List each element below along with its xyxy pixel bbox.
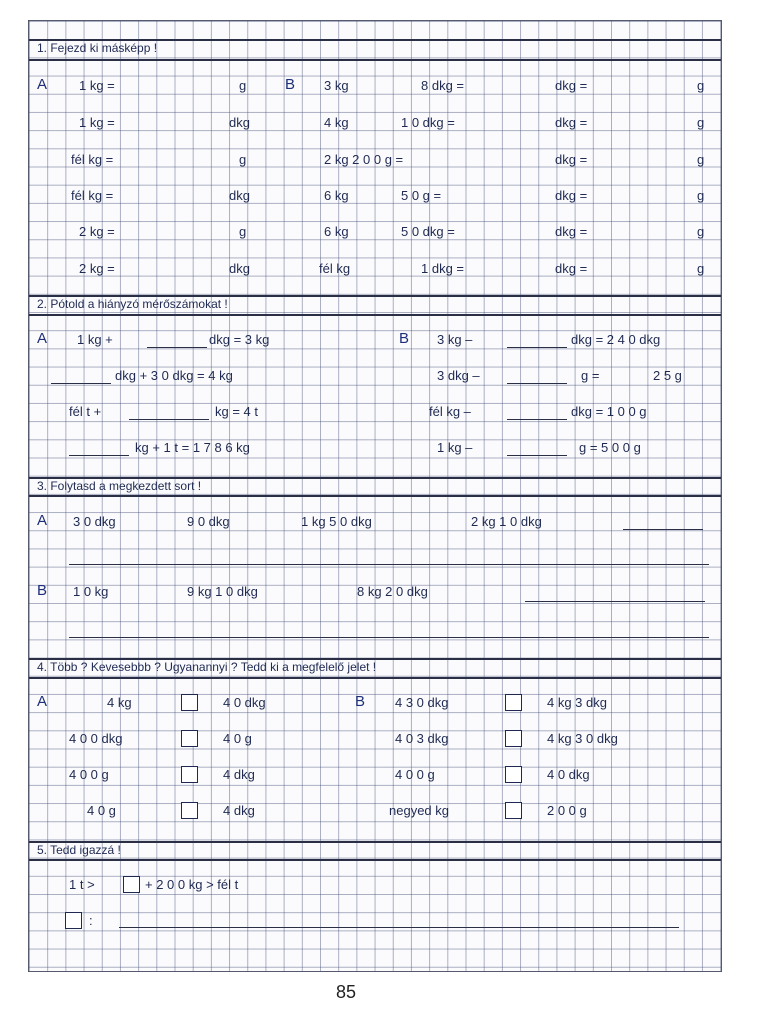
s4-b4-right: 2 0 0 g xyxy=(547,803,587,818)
part-label-b: B xyxy=(399,330,410,347)
s4-a2-left: 4 0 0 dkg xyxy=(69,731,123,746)
compare-box[interactable] xyxy=(505,694,522,711)
s2-task-1-expr: 1 kg + xyxy=(77,332,113,347)
s4-b4-left: negyed kg xyxy=(389,803,449,818)
s2-task-3b-result: dkg = 1 0 0 g xyxy=(571,404,647,419)
compare-box[interactable] xyxy=(181,802,198,819)
answer-line xyxy=(69,637,709,638)
s2-task-4b-result: g = 5 0 0 g xyxy=(579,440,641,455)
answer-line xyxy=(129,419,209,420)
s4-a1-right: 4 0 dkg xyxy=(223,695,266,710)
s2-task-1b-expr: 3 kg – xyxy=(437,332,473,347)
task-1b-dkg: 8 dkg = xyxy=(421,78,465,93)
task-2b-mid: dkg = xyxy=(555,115,588,130)
s4-b2-right: 4 kg 3 0 dkg xyxy=(547,731,618,746)
section-4-title: 4. Több ? Kevesebbb ? Ugyanannyi ? Tedd ki a megfelelő jelet ! xyxy=(37,660,377,674)
task-1-unit: g xyxy=(239,78,247,93)
s2-task-3b-expr: fél kg – xyxy=(429,404,471,419)
compare-box[interactable] xyxy=(181,730,198,747)
s2-task-4b-expr: 1 kg – xyxy=(437,440,473,455)
task-5b-mid: dkg = xyxy=(555,224,588,239)
task-4b-unit: g xyxy=(697,188,705,203)
section-4-title-rule xyxy=(29,677,721,679)
answer-line xyxy=(51,383,111,384)
answer-line xyxy=(623,529,703,530)
s4-a4-right: 4 dkg xyxy=(223,803,255,818)
task-3b-unit: g xyxy=(697,152,705,167)
answer-line xyxy=(147,347,207,348)
section-1-title-rule xyxy=(29,59,721,61)
part-label-a: A xyxy=(37,330,48,347)
section-1-title: 1. Fejezd ki másképp ! xyxy=(37,41,158,55)
task-6b-dkg: 1 dkg = xyxy=(421,261,465,276)
compare-box[interactable] xyxy=(181,694,198,711)
s4-a3-left: 4 0 0 g xyxy=(69,767,109,782)
task-2-unit: dkg xyxy=(229,115,250,130)
s4-a1-left: 4 kg xyxy=(107,695,132,710)
compare-box[interactable] xyxy=(505,766,522,783)
s2-task-2-result: dkg + 3 0 dkg = 4 kg xyxy=(115,368,233,383)
part-label-b: B xyxy=(37,582,48,599)
s2-task-2b-expr: 3 dkg – xyxy=(437,368,480,383)
s3-seq-b-2: 9 kg 1 0 dkg xyxy=(187,584,258,599)
task-4-unit: dkg xyxy=(229,188,250,203)
section-5-title: 5. Tedd igazzá ! xyxy=(37,843,121,857)
s4-b1-left: 4 3 0 dkg xyxy=(395,695,449,710)
task-5b-unit: g xyxy=(697,224,705,239)
answer-line xyxy=(507,455,567,456)
part-label-a: A xyxy=(37,512,48,529)
answer-line xyxy=(507,347,567,348)
task-4b-mid: dkg = xyxy=(555,188,588,203)
section-2-title-rule xyxy=(29,314,721,316)
page-number: 85 xyxy=(336,982,357,1002)
task-2b-kg: 4 kg xyxy=(324,115,349,130)
answer-box[interactable] xyxy=(123,876,140,893)
s5-task-1-left: 1 t > xyxy=(69,877,95,892)
answer-box[interactable] xyxy=(65,912,82,929)
task-6b-unit: g xyxy=(697,261,705,276)
s3-seq-b-3: 8 kg 2 0 dkg xyxy=(357,584,428,599)
task-5-unit: g xyxy=(239,224,247,239)
task-5-expr: 2 kg = xyxy=(79,224,115,239)
task-3b-mid: dkg = xyxy=(555,152,588,167)
part-label-a: A xyxy=(37,693,48,710)
compare-box[interactable] xyxy=(181,766,198,783)
s2-task-2b-mid: g = xyxy=(581,368,600,383)
s4-b3-right: 4 0 dkg xyxy=(547,767,590,782)
task-3-unit: g xyxy=(239,152,247,167)
s4-b2-left: 4 0 3 dkg xyxy=(395,731,449,746)
task-1b-mid: dkg = xyxy=(555,78,588,93)
s5-task-1-right: + 2 0 0 kg > fél t xyxy=(145,877,239,892)
s2-task-1-result: dkg = 3 kg xyxy=(209,332,270,347)
task-4b-kg: 6 kg xyxy=(324,188,349,203)
section-3-title: 3. Folytasd a megkezdett sort ! xyxy=(37,479,202,493)
task-3b-expr: 2 kg 2 0 0 g = xyxy=(324,152,404,167)
worksheet-grid xyxy=(28,20,722,972)
compare-box[interactable] xyxy=(505,802,522,819)
answer-line xyxy=(69,455,129,456)
section-5-top-rule xyxy=(29,841,721,843)
s3-seq-a-4: 2 kg 1 0 dkg xyxy=(471,514,542,529)
task-2b-dkg: 1 0 dkg = xyxy=(401,115,455,130)
task-6b-mid: dkg = xyxy=(555,261,588,276)
s4-a3-right: 4 dkg xyxy=(223,767,255,782)
task-2b-unit: g xyxy=(697,115,705,130)
answer-line xyxy=(119,927,679,928)
task-3-expr: fél kg = xyxy=(71,152,114,167)
answer-line xyxy=(507,383,567,384)
task-4-expr: fél kg = xyxy=(71,188,114,203)
s4-a2-right: 4 0 g xyxy=(223,731,252,746)
section-5-title-rule xyxy=(29,859,721,861)
s4-b3-left: 4 0 0 g xyxy=(395,767,435,782)
task-6b-kg: fél kg xyxy=(319,261,351,276)
s5-task-2-colon: : xyxy=(89,913,93,928)
section-3-title-rule xyxy=(29,495,721,497)
s3-seq-b-1: 1 0 kg xyxy=(73,584,109,599)
s4-a4-left: 4 0 g xyxy=(87,803,116,818)
section-2-title: 2. Pótold a hiányzó mérőszámokat ! xyxy=(37,297,228,311)
task-6-expr: 2 kg = xyxy=(79,261,115,276)
task-6-unit: dkg xyxy=(229,261,250,276)
s2-task-3-result: kg = 4 t xyxy=(215,404,258,419)
task-1b-kg: 3 kg xyxy=(324,78,349,93)
s3-seq-a-2: 9 0 dkg xyxy=(187,514,230,529)
s3-seq-a-3: 1 kg 5 0 dkg xyxy=(301,514,372,529)
task-1-expr: 1 kg = xyxy=(79,78,115,93)
answer-line xyxy=(507,419,567,420)
compare-box[interactable] xyxy=(505,730,522,747)
s2-task-1b-result: dkg = 2 4 0 dkg xyxy=(571,332,661,347)
task-4b-g: 5 0 g = xyxy=(401,188,442,203)
part-label-b: B xyxy=(285,76,296,93)
s4-b1-right: 4 kg 3 dkg xyxy=(547,695,607,710)
answer-line xyxy=(69,564,709,565)
answer-line xyxy=(525,601,705,602)
part-label-a: A xyxy=(37,76,48,93)
task-5b-kg: 6 kg xyxy=(324,224,349,239)
task-1b-unit: g xyxy=(697,78,705,93)
s3-seq-a-1: 3 0 dkg xyxy=(73,514,116,529)
task-5b-dkg: 5 0 dkg = xyxy=(401,224,455,239)
s2-task-3-expr: fél t + xyxy=(69,404,102,419)
s2-task-4-result: kg + 1 t = 1 7 8 6 kg xyxy=(135,440,250,455)
s2-task-2b-result: 2 5 g xyxy=(653,368,682,383)
part-label-b: B xyxy=(355,693,366,710)
task-2-expr: 1 kg = xyxy=(79,115,115,130)
